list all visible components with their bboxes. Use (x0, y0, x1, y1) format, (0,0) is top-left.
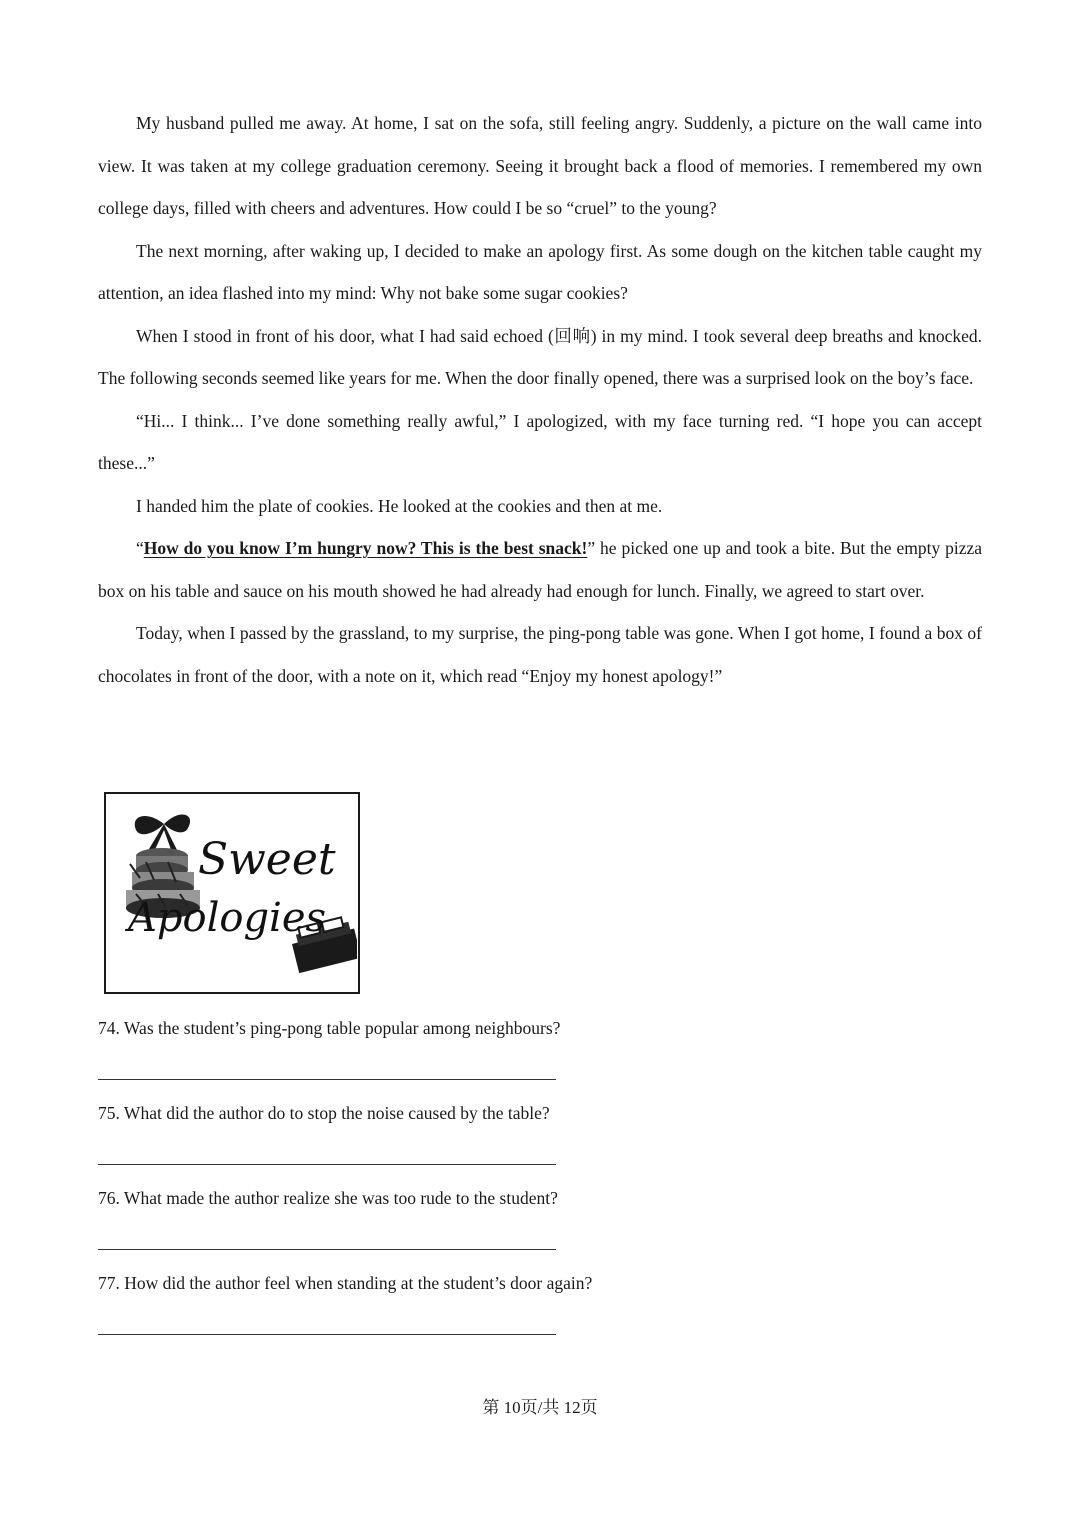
question-76: 76. What made the author realize she was too rude to the student? (98, 1188, 558, 1208)
answer-line-74[interactable] (98, 1079, 556, 1080)
answer-line-76[interactable] (98, 1249, 556, 1250)
question-74: 74. Was the student’s ping-pong table popular among neighbours? (98, 1018, 561, 1038)
paragraph-2: The next morning, after waking up, I decided to make an apology first. As some dough on the kitchen table caught my attention, an idea flashed into my mind: Why not bake some sugar cookies? (98, 240, 982, 303)
paragraph-4: “Hi... I think... I’ve done something really awful,” I apologized, with my face turning red. “I hope you can accept these...” (98, 410, 982, 473)
paragraph-5: I handed him the plate of cookies. He looked at the cookies and then at me. (136, 495, 663, 516)
open-quote: “ (136, 538, 144, 558)
answer-line-75[interactable] (98, 1164, 556, 1165)
cake-stack-icon (106, 794, 357, 991)
paragraph-7: Today, when I passed by the grassland, to my surprise, the ping-pong table was gone. When I got home, I found a box of chocolates in front of the door, with a note on it, which read “Enjoy my honest apology!” (98, 623, 982, 686)
sweet-apologies-logo (104, 792, 360, 994)
paragraph-3: When I stood in front of his door, what I had said echoed (回响) in my mind. I took several deep breaths and knocked. The following seconds seemed like years for me. When the door finally opened, there was a surprised look on the boy’s face. (98, 325, 982, 388)
paragraph-1: My husband pulled me away. At home, I sat on the sofa, still feeling angry. Suddenly, a picture on the wall came into view. It was taken at my college graduation ceremony. Seeing it brought back a flood of memories. I remembered my own college days, filled with cheers and adventures. How could I be so “cruel” to the young? (98, 113, 982, 218)
logo-word-apologies: Apologies (128, 895, 327, 941)
question-77: 77. How did the author feel when standing at the student’s door again? (98, 1273, 593, 1293)
story-text (98, 102, 982, 697)
answer-line-77[interactable] (98, 1334, 556, 1335)
paragraph-6-rest: ” he picked one up and took a bite. But the empty pizza box on his table and sauce on his mouth showed he had already had enough for lunch. Finally, we agreed to start over. (98, 538, 983, 601)
underlined-sentence: How do you know I’m hungry now? This is the best snack! (143, 538, 588, 558)
logo-word-sweet: Sweet (198, 834, 336, 885)
question-75: 75. What did the author do to stop the noise caused by the table? (98, 1103, 550, 1123)
paragraph-6 (98, 527, 982, 612)
page-number: 第 10页/共 12页 (482, 1398, 598, 1417)
